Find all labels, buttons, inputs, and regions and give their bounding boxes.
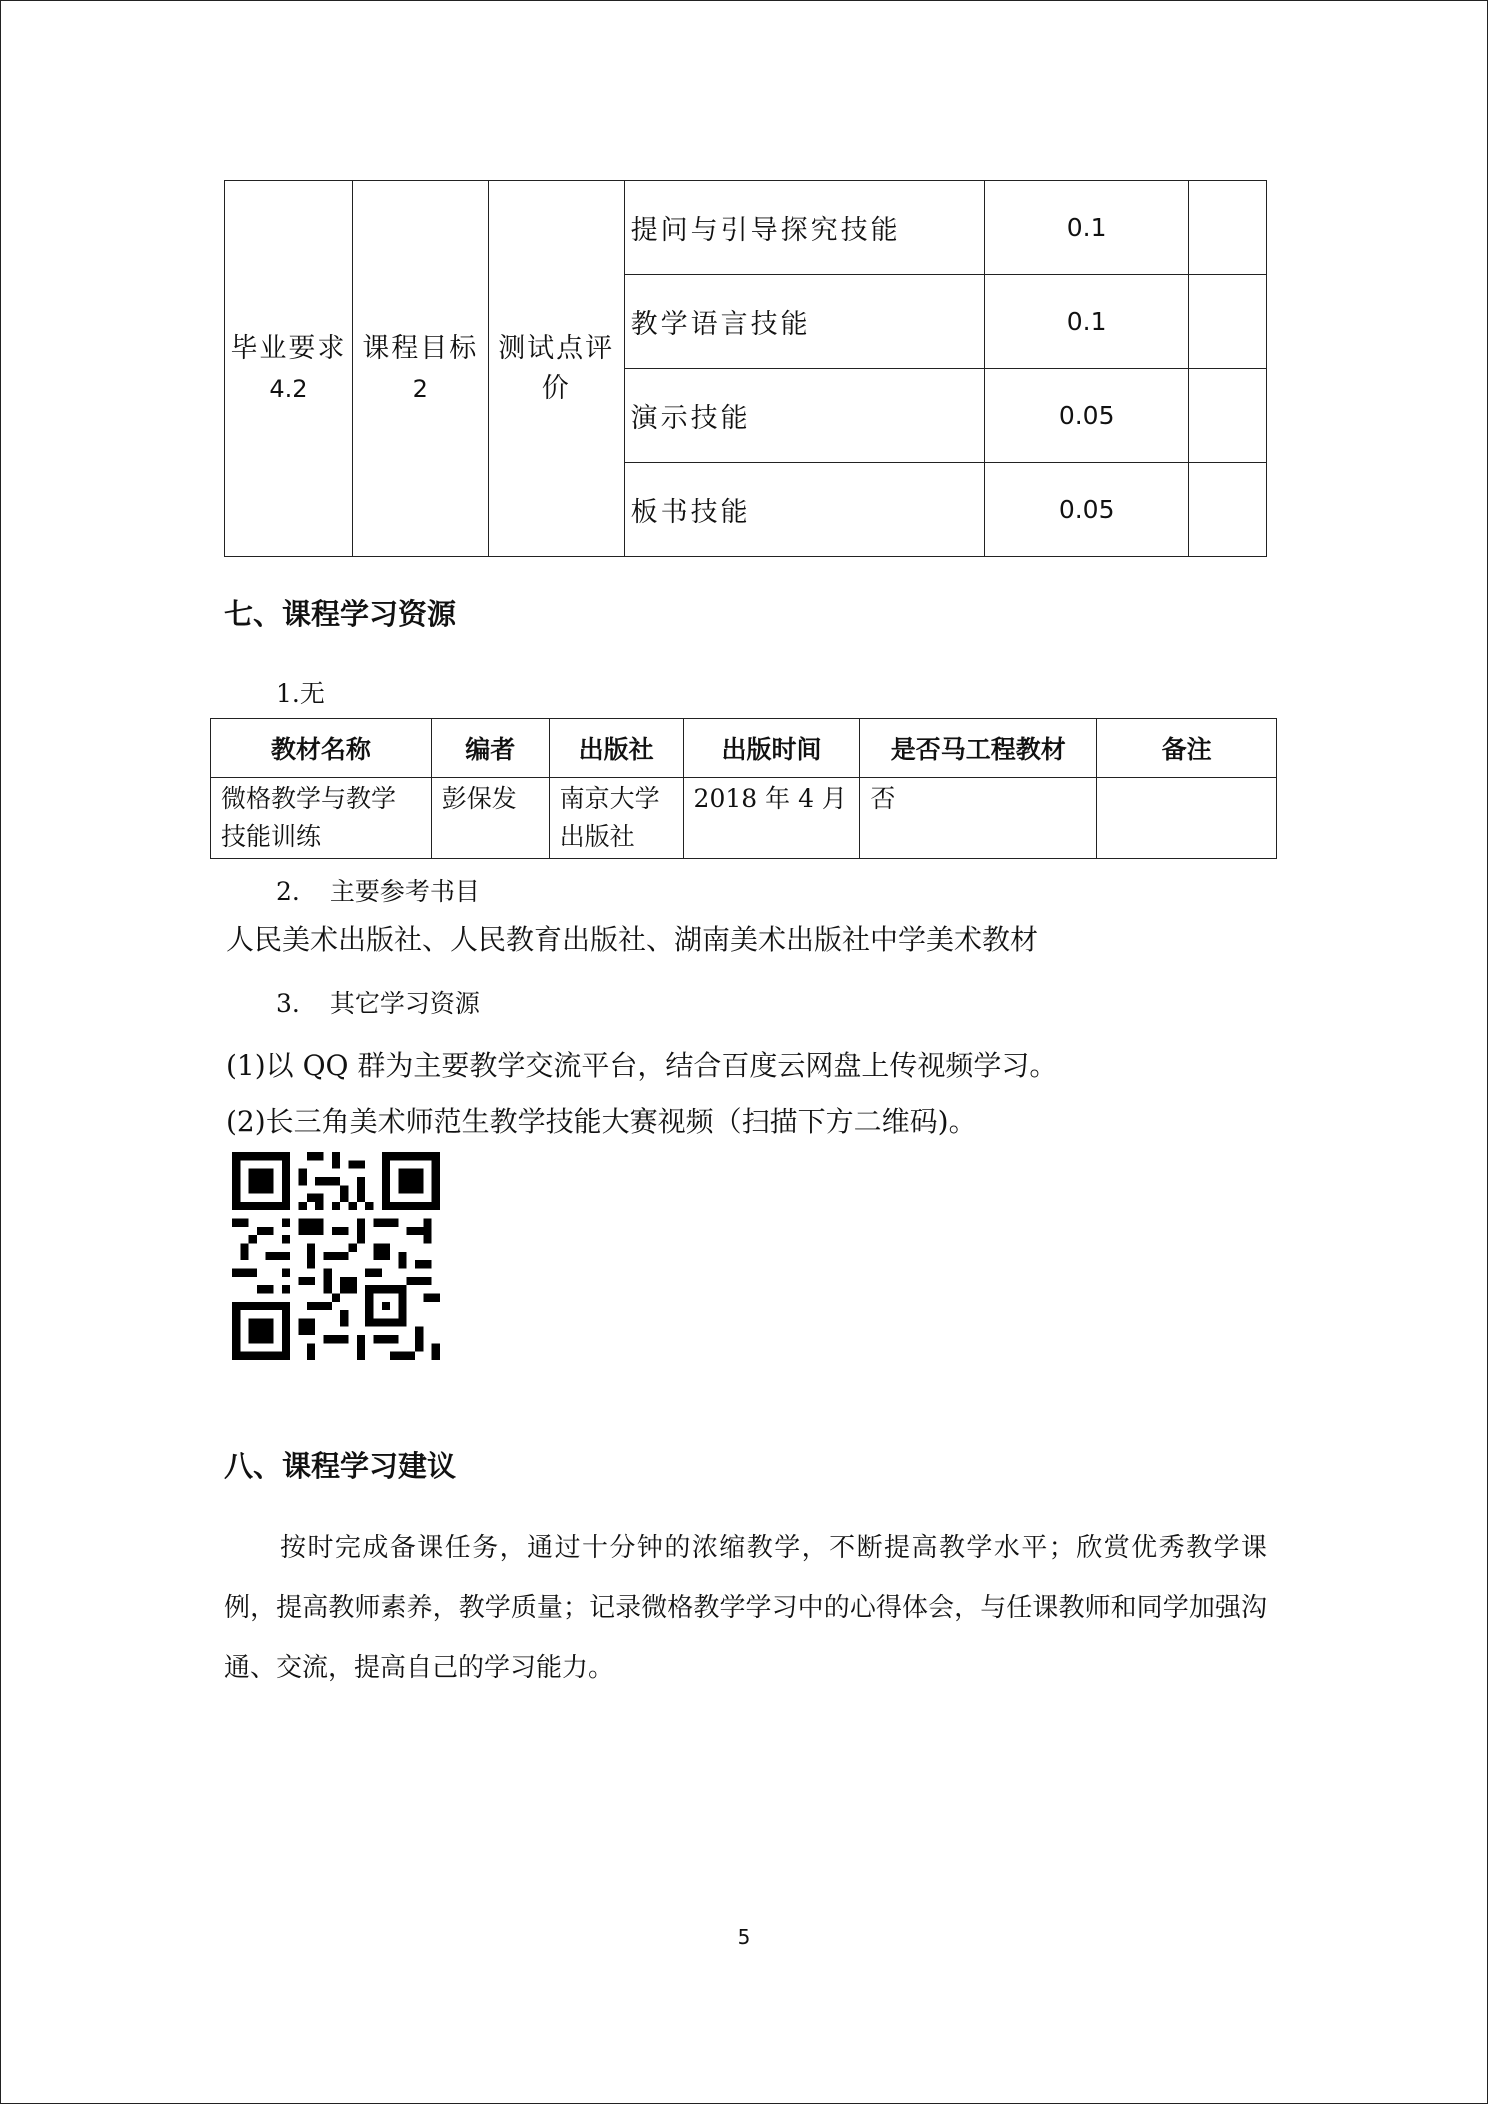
evaluation-method-label: 测试点评价 bbox=[498, 332, 615, 404]
column-header: 出版时间 bbox=[683, 719, 860, 778]
column-header: 教材名称 bbox=[211, 719, 432, 778]
table-row bbox=[211, 778, 1277, 859]
graduation-requirement-label: 毕业要求 bbox=[230, 332, 347, 364]
page-number: 5 bbox=[737, 1925, 751, 1949]
resource-line-2: (2)长三角美术师范生教学技能大赛视频（扫描下方二维码)。 bbox=[226, 1105, 977, 1138]
table-header-row bbox=[211, 719, 1277, 778]
section-heading-resources: 七、课程学习资源 bbox=[224, 597, 457, 631]
reference-books-text: 人民美术出版社、人民教育出版社、湖南美术出版社中学美术教材 bbox=[226, 923, 1039, 956]
graduation-requirement-cell bbox=[225, 181, 353, 557]
weight-cell: 0.05 bbox=[985, 463, 1189, 557]
empty-cell bbox=[1189, 275, 1267, 369]
book-marx-engineering-cell: 否 bbox=[860, 778, 1097, 859]
book-author-cell: 彭保发 bbox=[431, 778, 549, 859]
study-advice-paragraph: 按时完成备课任务，通过十分钟的浓缩教学，不断提高教学水平；欣赏优秀教学课例，提高教师素养，教学质量；记录微格教学学习中的心得体会，与任课教师和同学加强沟通、交流，提高自己的学习能力。 bbox=[224, 1533, 1267, 1683]
column-header: 编者 bbox=[431, 719, 549, 778]
weight-cell: 0.1 bbox=[985, 275, 1189, 369]
skill-cell: 演示技能 bbox=[624, 369, 985, 463]
weight-cell: 0.05 bbox=[985, 369, 1189, 463]
course-objective-number: 2 bbox=[412, 374, 428, 403]
qr-code-icon bbox=[232, 1152, 440, 1360]
resource-item-2-number: 2. bbox=[276, 877, 300, 906]
weight-cell: 0.1 bbox=[985, 181, 1189, 275]
book-date-cell: 2018 年 4 月 bbox=[683, 778, 860, 859]
resource-item-3-title: 其它学习资源 bbox=[329, 989, 480, 1018]
empty-cell bbox=[1189, 369, 1267, 463]
skill-cell: 教学语言技能 bbox=[624, 275, 985, 369]
resource-line-1: (1)以 QQ 群为主要教学交流平台，结合百度云网盘上传视频学习。 bbox=[226, 1049, 1058, 1082]
section-heading-advice: 八、课程学习建议 bbox=[224, 1449, 457, 1483]
empty-cell bbox=[1189, 463, 1267, 557]
graduation-requirement-number: 4.2 bbox=[269, 374, 308, 403]
resource-item-2 bbox=[276, 872, 480, 908]
column-header: 备注 bbox=[1097, 719, 1277, 778]
book-title-cell: 微格教学与教学技能训练 bbox=[211, 778, 432, 859]
resource-item-3 bbox=[276, 984, 480, 1020]
course-objective-label: 课程目标 bbox=[362, 332, 479, 364]
skill-cell: 板书技能 bbox=[624, 463, 985, 557]
resource-item-1: 1.无 bbox=[276, 679, 325, 708]
course-objective-cell bbox=[352, 181, 488, 557]
column-header: 是否马工程教材 bbox=[860, 719, 1097, 778]
book-publisher-cell: 南京大学出版社 bbox=[549, 778, 683, 859]
book-notes-cell bbox=[1097, 778, 1277, 859]
empty-cell bbox=[1189, 181, 1267, 275]
column-header: 出版社 bbox=[549, 719, 683, 778]
skill-cell: 提问与引导探究技能 bbox=[624, 181, 985, 275]
table-row bbox=[225, 181, 1267, 275]
resource-item-2-title: 主要参考书目 bbox=[329, 877, 480, 906]
textbook-table bbox=[210, 718, 1277, 859]
assessment-table bbox=[224, 180, 1267, 557]
evaluation-method-cell bbox=[488, 181, 624, 557]
resource-item-3-number: 3. bbox=[276, 989, 300, 1018]
